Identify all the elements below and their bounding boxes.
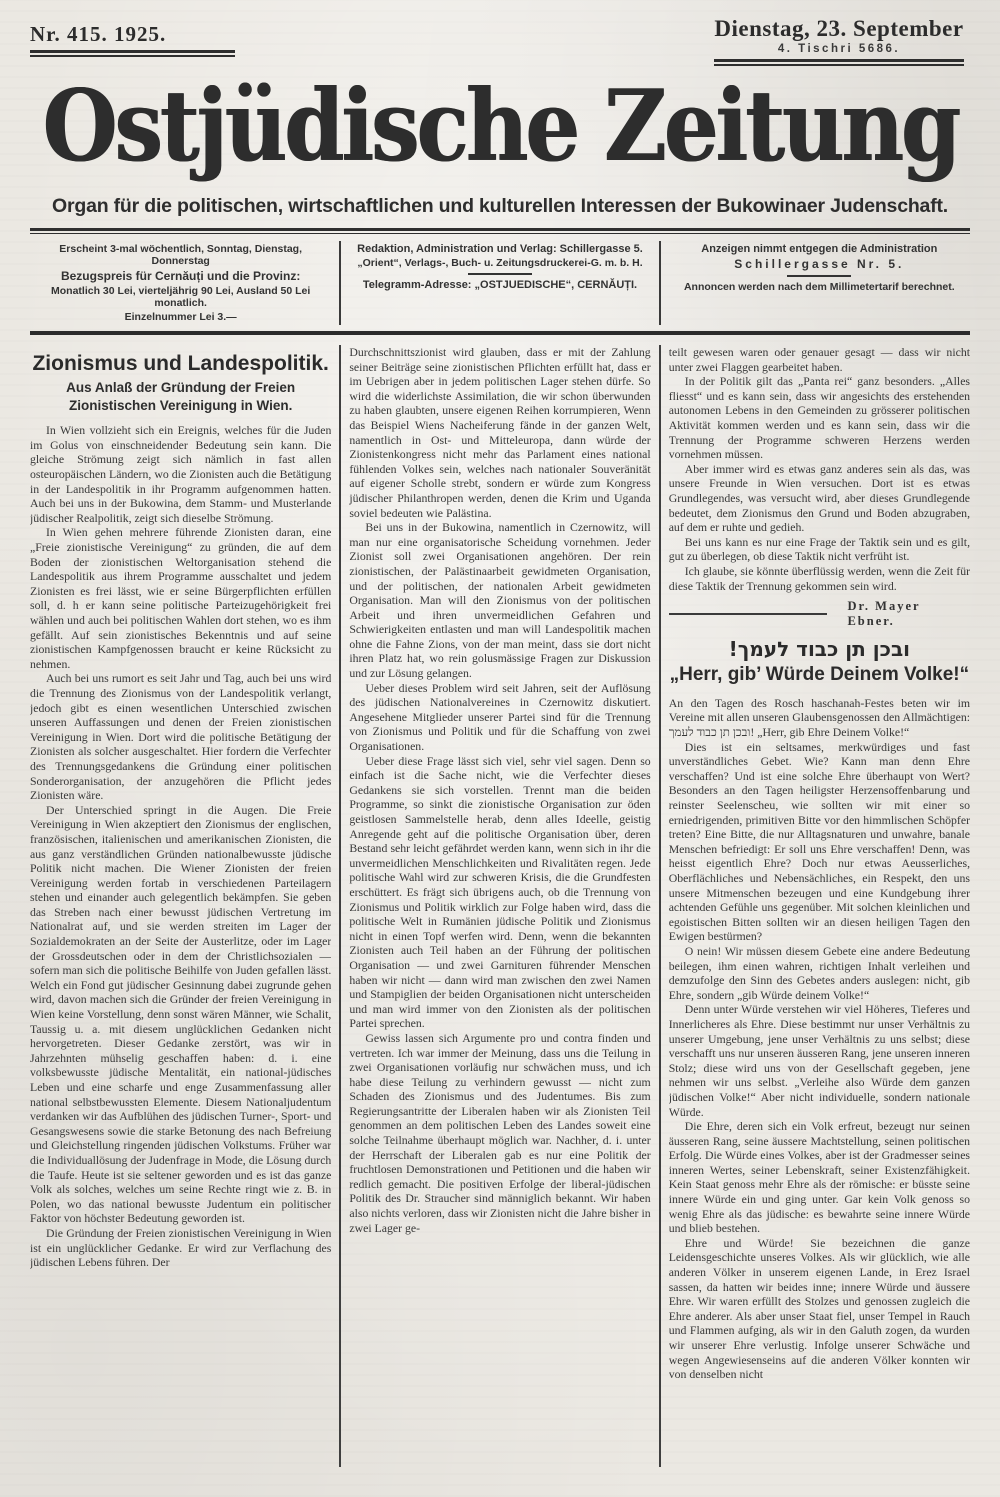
date: Dienstag, 23. September: [714, 16, 964, 41]
hebrew-date: 4. Tischri 5686.: [777, 43, 901, 55]
article2-hebrew-title: ובכן תן כבוד לעמך!: [728, 637, 911, 662]
column-2: [349, 345, 650, 1467]
paragraph: Ich glaube, sie könnte überflüssig werden, wenn die Zeit für diese Taktik der Trennung gekommen sein wird.: [668, 563, 970, 593]
divider: [339, 241, 341, 325]
column-divider: [339, 345, 341, 1467]
paragraph-list: [669, 345, 970, 593]
paragraph: teilt gewesen waren oder genauer gesagt — dass wir nicht unter zwei Flaggen gearbeitet haben.: [668, 345, 970, 374]
paragraph: Dies ist ein seltsames, merkwürdiges und fast unverständliches Gebet. Wie? Kann man denn Ehre verschaffen? Und ist eine solche Ehre überhaupt von Wert? Besonders an den Tagen heiligster Herzensoffenbarung und reinster Seelenscheu, wie sollten wir mit einer so erniedrigenden, primitiven Bitte vor den himmlischen Schöpfer treten? Eine Bitte, die nur Alltagsnaturen und unwahre, banale Menschen befriedigt: Er soll uns Ehre verschaffen! Denn, was heisst eigentlich Ehre? Doch nur etwas Aeusserliches, Oberflächliches und Nebensächliches, ein Respekt, den uns unsere Mitmenschen bezeugen und eine Kundgebung ihrer achtenden Gefühle uns gegenüber. Mit solchen kleinlichen und egoistischen Bitten sollten wir an diesen heiligen Tagen den Ewigen bestürmen?: [668, 739, 970, 944]
paragraph-list: [30, 423, 331, 1269]
paragraph: Denn unter Würde verstehen wir viel Höheres, Tieferes und Innerlicheres als Ehre. Diese bestimmt nur unser Verhältnis zu unserer Umgebung, jene unser Verhältnis zu uns selbst; diese verschafft uns nur unseren äusseren Rang, jene unseren inneren Stolz; diese wird uns von der Gesellschaft gegeben, jene nehmen wir uns selbst. „Verleihe also Würde dem ganzen jüdischen Volke!“ Aber nicht individuelle, sondern nationale Würde.: [668, 1002, 970, 1119]
date-block: [714, 16, 970, 66]
editorial-address: Redaktion, Administration und Verlag: Schillergasse 5.: [357, 243, 643, 255]
subscription-prices: Monatlich 30 Lei, vierteljährig 90 Lei, Ausland 50 Lei monatlich.: [51, 285, 311, 309]
telegram-address: Telegramm-Adresse: „OSTJUEDISCHE“, CERNĂUȚI.: [362, 279, 638, 291]
article2-title: „Herr, gib’ Würde Deinem Volke!“: [669, 664, 970, 686]
ads-administration: Anzeigen nimmt entgegen die Administration: [701, 243, 938, 255]
article1-subtitle: Aus Anlaß der Gründung der Freien Zionistischen Vereinigung in Wien.: [66, 380, 296, 413]
mini-rule: [468, 273, 532, 275]
editorial-info: [349, 241, 650, 325]
paragraph: Die Ehre, deren sich ein Volk erfreut, bezeugt nur seinen äusseren Rang, seine äussere Machtstellung, seinen politischen Erfolg. Die Würde eines Volkes, aber ist der Gradmesser seines inneren Wertes, seiner Lebenskraft, seiner Existenzfähigkeit. Kein Staat genoss mehr Ehre als der römische: er büsste seine innere Würde ein und ging unter. Gar kein Volk genoss so wenig Ehre als das jüdische: es bewahrte seine innere Würde und blieb bestehen.: [668, 1119, 970, 1236]
issue-rule: [30, 50, 235, 57]
article1-title: Zionismus und Landespolitik.: [32, 352, 329, 375]
mini-rule: [787, 275, 851, 277]
paragraph-list: [349, 345, 650, 1235]
paragraph: Der Unterschied springt in die Augen. Die Freie Vereinigung in Wien akzeptiert den Zionismus der englischen, französischen, italienischen und amerikanischen Zionisten, die aus ganz verständlichen Gründen nationalbewusste jüdische Politik nicht machen. Die Wiener Zionisten der freien Vereinigung werden fortab in verschiedenen Parteilagern stehen und einander auch gelegentlich bekämpfen. Sie geben das Streben nach einer bewusst jüdischen Vertretung im Nationalrat auf, und sie werden streiten im Lager der Sozialdemokraten an der Seite der Austerlitze, oder im Lager der Grossdeutschen oder in dem der Christlichsozialen — sofern man sich die politische Beihilfe von Juden gefallen lässt. Welch ein Fond gut jüdischer Gesinnung dabei zugrunde gehen wird, davon machen sich die Gründer der freien Vereinigung in Wien keine Vorstellung, denn sonst wären Männer, wie Schalit, Taussig u. a. mit diesem unglücklichen Gedanken nicht hervorgetreten. Dieser Gedanke zerstört, was wir in Jahrzehnten mühselig geschaffen haben: d. i. eine volksbewusste jüdische Mentalität, ein national-jüdisches Leben und eine scharfe und enge Zusammenfassung aller national selbstbewussten Elemente. Diesem Nationaljudentum verdanken wir das Aufblühen des jüdischen Turner-, Sport- und Gesangswesens sowie die starke Betonung des nach Befreiung und Gleichstellung ringenden jüdischen Volkstums. Früher war die Individuallösung der Judenfrage in Mode, die Lösung durch die Taufe. Heute ist sie seltener geworden und es ist das ganze Volk als solches, welches um seine Rechte ringt wie z. B. in Polen, wo das national bewusste Judentum ein politischer Faktor von höchster Bedeutung geworden ist.: [30, 802, 332, 1226]
paragraph: An den Tagen des Rosch haschanah-Festes beten wir im Vereine mit allen unseren Glaubensgenossen den Allmächtigen: ובכן תן כבוד לעמך! „Herr, gib Ehre Deinem Volke!“: [668, 695, 970, 740]
publication-schedule: Erscheint 3-mal wöchentlich, Sonntag, Dienstag, Donnerstag: [59, 243, 303, 267]
masthead-title: Ostjüdische Zeitung: [42, 68, 958, 185]
signature-row: [669, 599, 968, 629]
paragraph: In Wien vollzieht sich ein Ereignis, welches für die Juden im Golus von einschneidender Bedeutung sein kann. Die gleiche Strömung zeigt sich nämlich in fast allen osteuropäischen Ländern, wo die Zionisten auch die Betätigung in der Landespolitik in ihr Programm aufgenommen hatten. Auch bei uns in der Bukowina, dem Stamm- und Musterlande jüdischer Realpolitik, zeigt sich dieselbe Strömung.: [30, 423, 332, 525]
publication-info: [30, 241, 331, 325]
article-columns: [30, 345, 970, 1467]
paragraph: Aber immer wird es etwas ganz anderes sein als das, was unsere Freunde in Wien versuchen. Dort ist es etwas Grundlegendes, was versucht wird, aber dieses Grundlegende bedeutet, dem Zionismus den Grund und Boden abzugraben, auf dem er ruhte und gedieh.: [668, 461, 970, 535]
single-copy-price: Einzelnummer Lei 3.—: [124, 311, 237, 323]
date-rule: [714, 59, 964, 66]
paragraph: Durchschnittszionist wird glauben, dass er mit der Zahlung seiner Beiträge seine zionistischen Pflichten erfüllt hat, dass er im Uebrigen aber in jedem politischen Lager stehen dürfe. So wird die widerlichste Assimilation, die wir schon überwunden zu haben glaubten, unsere eigenen Reihen korrumpieren, Wenn das Beispiel Wiens Nacheiferung fände in der ganzen Welt, namentlich in Ost- und Mitteleuropa, dann würde der Zionistenkongress nicht mehr das Parlament eines national fühlenden Volkes sein, welches nach nationaler Souveränität auf eigener Scholle strebt, sondern er würde zum Kongress jüdischer Philanthropen werden, denen die Krim und Uganda soviel bedeuten wie Palästina.: [349, 345, 651, 520]
paragraph: Die Gründung der Freien zionistischen Vereinigung in Wien ist ein unglücklicher Gedanke. Er wird zur Verflachung des jüdischen Lebens führen. Der: [30, 1225, 332, 1270]
ads-info: [669, 241, 970, 325]
paragraph: Bei uns in der Bukowina, namentlich in Czernowitz, will man nur eine organisatorische Scheidung vornehmen. Jeder Zionist soll zwei Organisationen angehören. Der rein zionistischen, der Palästinaarbeit gewidmeten Organisation, und der politischen, der nationalen Arbeit gewidmeten Organisation. Man will den Zionismus von der politischen Arbeit und ihren unvermeidlichen Gefahren und Schwierigkeiten entlasten und man will Landespolitik machen ohne die Fahne Zions, von der man meint, dass sie dort nicht ihren Platz hat, wo rein golusmässige Fragen zur Diskussion und zur Lösung gelangen.: [349, 520, 651, 681]
paragraph: Gewiss lassen sich Argumente pro und contra finden und vertreten. Ich war immer der Meinung, dass uns die Teilung in zwei Organisationen vorläufig nur schwächen muss, und ich habe diese Teilung zu verhindern gewusst — nicht zum Schaden des Zionismus und des Judentumes. Bis zum Regierungsantritte der Liberalen haben wir als Zionisten Teil genommen an dem politischen Leben des Landes soweit eine solche Teilnahme überhaupt möglich war. Nachher, d. i. unter der Herrschaft der Liberalen gab es nur eine Politik der fruchtlosen Demonstrationen und Petitionen und die haben wir redlich gemacht. Die positiven Erfolge der liberal-jüdischen Politik des Dr. Straucher sind männiglich bekannt. Wir haben also nichts verloren, dass wir Zionisten nicht die Jahre bisher in zwei Lager ge-: [349, 1030, 651, 1235]
ads-tariff: Annoncen werden nach dem Millimetertarif berechnet.: [683, 281, 955, 293]
info-bar: [30, 234, 970, 331]
issue-block: [30, 16, 235, 57]
paragraph: Ueber dieses Problem wird seit Jahren, seit der Auflösung des jüdischen Nationalvereines in Czernowitz diskutiert. Angesehene Mitglieder unserer Partei sind für die Trennung von Zionismus und Politik und für die Schaffung von zwei Organisationen.: [349, 680, 651, 754]
paragraph: O nein! Wir müssen diesem Gebete eine andere Bedeutung beilegen, ihm einen wahren, richtigen Inhalt verleihen und demzufolge den Sinn des Gebetes anders auslegen: nicht, gib Ehre, sondern „gib Würde deinem Volke!“: [668, 943, 970, 1002]
masthead-subtitle: Organ für die politischen, wirtschaftlichen und kulturellen Interessen der Bukowinaer Judenschaft.: [52, 195, 948, 217]
paragraph-list: [669, 696, 970, 1382]
paragraph: Bei uns kann es nur eine Frage der Taktik sein und es gilt, gut zu überlegen, ob diese Taktik nicht verfrüht ist.: [668, 534, 970, 564]
author-signature: Dr. Mayer Ebner.: [847, 599, 921, 629]
paragraph: Ueber diese Frage lässt sich viel, sehr viel sagen. Denn so einfach ist die Sache nicht, wie die Verfechter dieses Gedankens sie sich vorstellen. Trennt man die beiden Programme, so sinkt die zionistische Organisation zur öden geistlosen Sammelstelle herab, denn alles Ideelle, geistig Anregende geht auf die politische Organisation über, deren Bestand sehr leicht gefährdet werden kann, wenn sich in ihr die unvermeidlichen Menschlichkeiten und Rivalitäten regen. Jede politische Wahl wird zur schweren Krisis, die die Grundfesten erschüttert. Es frägt sich übrigens auch, ob die Trennung von Zionismus und Politik wirklich zur Folge haben wird, dass die politische Welt in Rumänien jüdische Politik und Zionismus nicht in einen Topf werfen wird. Denn, wenn die bekannten Zionisten auch Teil haben an der Führung der politischen Organisation — und zwei Garnituren führender Menschen haben wir nicht — dann wird man zwischen den zwei Namen und Stampiglien der beiden Organisationen nicht unterscheiden und man wird immer von den Zionisten als der politischen Partei sprechen.: [349, 753, 651, 1031]
column-divider: [659, 345, 661, 1467]
ads-address: Schillergasse Nr. 5.: [734, 257, 905, 271]
signature-rule: [669, 613, 828, 615]
rule: [30, 331, 970, 335]
subscription-heading: Bezugspreis für Cernăuți und die Provinz:: [60, 269, 301, 283]
header-top-row: [30, 16, 970, 66]
paragraph: In der Politik gilt das „Panta rei“ ganz besonders. „Alles fliesst“ und es kann sein, dass wir angesichts des erstehenden autonomen Lebens in den Gemeinden zu grösserer politischen Aktivität kommen werden und es kann sein, dass wir die Trennung der Programme schweren Herzens werden vornehmen müssen.: [668, 374, 970, 462]
printing-house: „Orient“, Verlags-, Buch- u. Zeitungsdruckerei-G. m. b. H.: [357, 257, 643, 269]
paragraph: Auch bei uns rumort es seit Jahr und Tag, auch bei uns wird die Trennung des Zionismus von der Landespolitik verlangt, jedoch gibt es einen wesentlichen Unterschied zwischen unseren Auffassungen und denen der Freien zionistischen Vereinigung in Wien. Dort wird die politische Betätigung der Zionisten als solcher ausgeschaltet. Hier fordern die Verfechter des Trennungsgedankens die Gründung einer politischen Sonderorganisation, der anzugehören die Pflicht jedes Zionisten wäre.: [30, 671, 332, 803]
column-1: [30, 345, 331, 1467]
divider: [659, 241, 661, 325]
paragraph: In Wien gehen mehrere führende Zionisten daran, eine „Freie zionistische Vereinigung“ zu gründen, die auf dem Boden der zionistischen Weltorganisation stehend die Landespolitik aus ihrem Programme ausschaltet und jedem Zionisten es frei lässt, wie er seine Bürgerpflichten erfüllen soll, d. h er kann seine politische Parteizugehörigkeit frei wählen und auch bei politischen Wahlen dort stehen, wo es ihm gefällt. Auf sein zionistisches Bekenntnis und auf seine zionistischen Kampfgenossen braucht er keine Rücksicht zu nehmen.: [30, 525, 332, 671]
issue-number: Nr. 415. 1925.: [30, 22, 167, 46]
paragraph: Ehre und Würde! Sie bezeichnen die ganze Leidensgeschichte unseres Volkes. Als wir glücklich, wie alle anderen Völker in unserem eigenen Lande, in Erez Israel sassen, da hatten wir beides inne; innere Würde und äussere Ehre. Wir waren erfüllt des Stolzes und genossen zugleich die Ehre anderer. Als aber unser Staat fiel, unser Tempel in Rauch und Flammen aufging, als wir in den Galuth zogen, da wurden wir unserer Ehre verlustig. Infolge unserer Schwäche und wegen Angewiesenseins auf die anderen Völker konnten wir von denselben nicht: [668, 1235, 970, 1382]
column-3: [669, 345, 970, 1467]
